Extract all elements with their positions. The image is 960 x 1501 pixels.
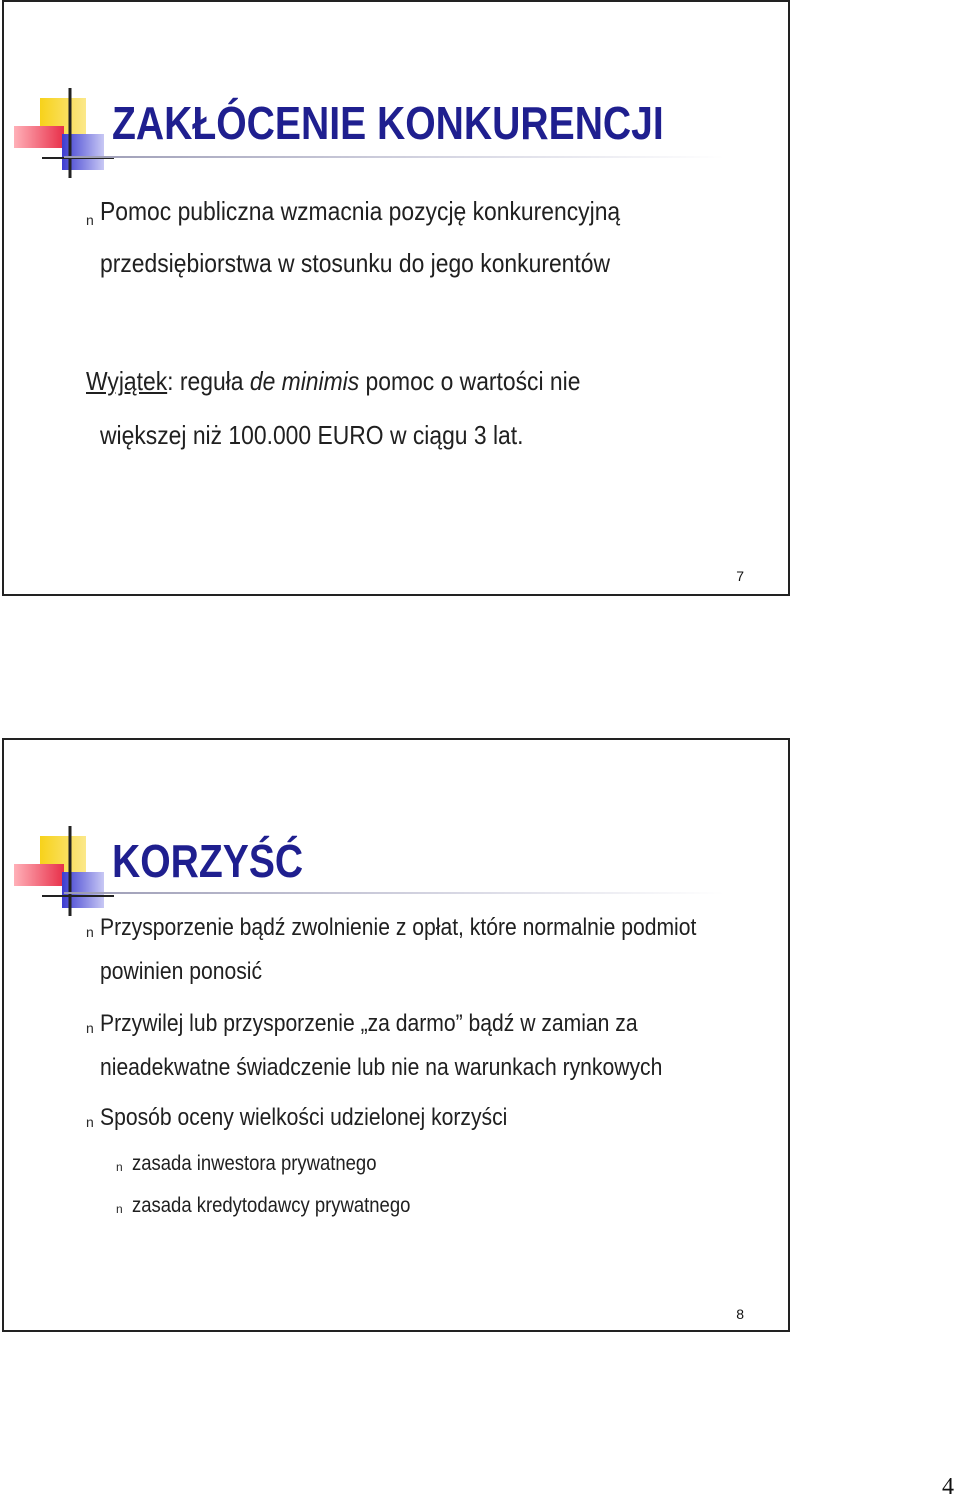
sub-bullet-marker: n [116,1160,123,1174]
bullet-text-line: Przysporzenie bądź zwolnienie z opłat, które normalnie podmiot [100,914,697,941]
sub-bullet-text: zasada kredytodawcy prywatnego [132,1194,411,1217]
bullet-text-line: powinien ponosić [100,958,263,985]
slide-8 [2,738,790,1332]
slide-title: ZAKŁÓCENIE KONKURENCJI [112,97,664,149]
bullet-text-line: Sposób oceny wielkości udzielonej korzyści [100,1104,508,1131]
sub-bullet-marker: n [116,1202,123,1216]
sheet-page-number: 4 [942,1474,954,1500]
slide-7 [2,0,790,596]
bullet-text-line: Przywilej lub przysporzenie „za darmo” bądź w zamian za [100,1010,638,1037]
sub-bullet-text: zasada inwestora prywatnego [132,1152,377,1175]
bullet-marker: n [86,212,94,228]
slide-page-number: 8 [736,1306,744,1322]
bullet-marker: n [86,1114,94,1130]
slide-page-number: 7 [736,568,744,584]
slide-title: KORZYŚĆ [112,835,304,887]
bullet-text-line: przedsiębiorstwa w stosunku do jego konkurentów [100,248,611,278]
slide-logo-icon [12,86,122,186]
title-divider [64,156,724,158]
bullet-text-line: Pomoc publiczna wzmacnia pozycję konkurencyjną [100,196,621,226]
bullet-marker: n [86,924,94,940]
exception-line-2: większej niż 100.000 EURO w ciągu 3 lat. [100,420,524,450]
title-divider [64,892,724,894]
exception-line [86,366,580,397]
exception-rest: pomoc o wartości nie [359,366,581,396]
bullet-text-line: nieadekwatne świadczenie lub nie na warunkach rynkowych [100,1054,663,1081]
exception-rule: reguła [173,366,250,396]
exception-colon: : [167,366,174,396]
exception-term: de minimis [249,366,360,396]
bullet-marker: n [86,1020,94,1036]
exception-label: Wyjątek [86,366,168,396]
slide-logo-icon [12,824,122,924]
